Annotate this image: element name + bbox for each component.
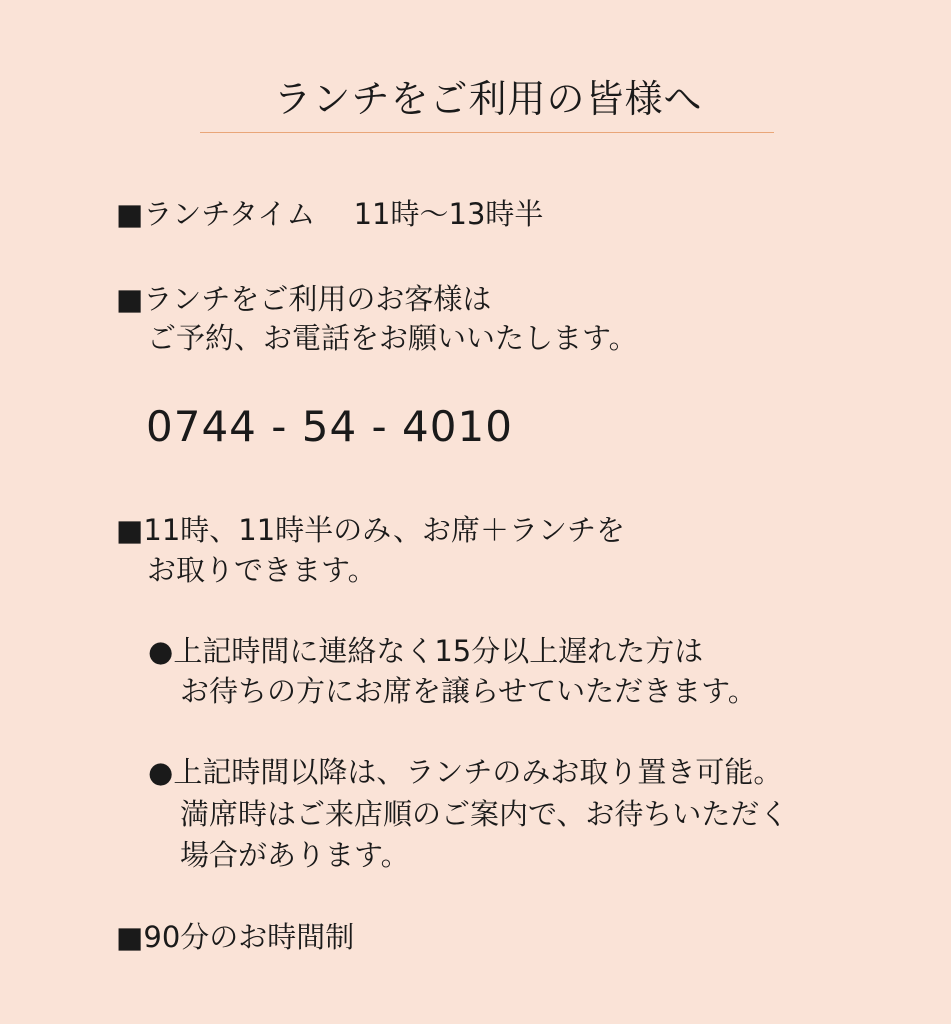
- reservation-line-1: [116, 282, 491, 316]
- after-hours-line-1: [148, 755, 782, 789]
- after-hours-line-2: 満席時はご来店順のご案内で、お待ちいただく: [180, 797, 789, 831]
- lunch-time-item: [116, 197, 543, 231]
- late-notice-line-1: [148, 634, 703, 668]
- late-notice-text-1: 上記時間に連絡なく15分以上遅れた方は: [173, 634, 704, 668]
- title-underline: [200, 132, 774, 133]
- reservation-line-2: ご予約、お電話をお願いいたします。: [147, 321, 638, 355]
- square-bullet-icon: ■: [116, 197, 144, 231]
- late-notice-line-2: お待ちの方にお席を譲らせていただきます。: [180, 674, 757, 708]
- circle-bullet-icon: ●: [148, 634, 174, 668]
- page-title: ランチをご利用の皆様へ: [273, 77, 703, 121]
- time-limit-item: [116, 920, 354, 954]
- square-bullet-icon: ■: [116, 513, 144, 547]
- time-limit-text: 90分のお時間制: [143, 920, 355, 954]
- seat-lunch-line-2: お取りできます。: [147, 553, 377, 587]
- seat-lunch-text-1: 11時、11時半のみ、お席＋ランチを: [143, 513, 625, 547]
- seat-lunch-line-1: [116, 513, 625, 547]
- reservation-text-1: ランチをご利用のお客様は: [143, 282, 492, 316]
- square-bullet-icon: ■: [116, 920, 144, 954]
- lunch-time-text: ランチタイム 11時～13時半: [143, 197, 544, 231]
- after-hours-line-3: 場合があります。: [180, 838, 410, 872]
- square-bullet-icon: ■: [116, 282, 144, 316]
- after-hours-text-1: 上記時間以降は、ランチのみお取り置き可能。: [173, 755, 783, 789]
- phone-number: 0744 - 54 - 4010: [146, 402, 513, 451]
- circle-bullet-icon: ●: [148, 755, 174, 789]
